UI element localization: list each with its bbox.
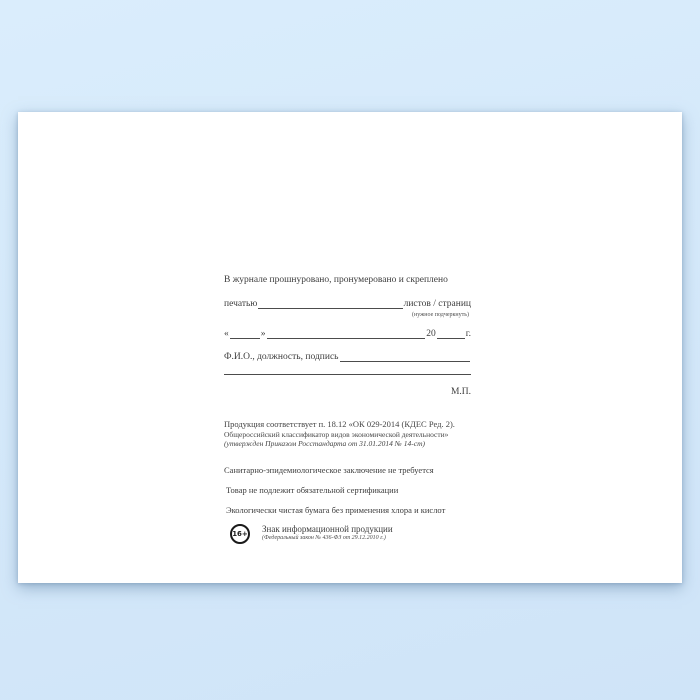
compliance-line3: (утвержден Приказом Росстандарта от 31.01.2014 № 14-ст) [224, 439, 425, 448]
document-page [18, 112, 682, 583]
sealed-statement: В журнале прошнуровано, пронумеровано и скреплено [224, 275, 448, 285]
blank-line-full [224, 373, 471, 375]
age-16-badge-icon: 16+ [230, 524, 250, 544]
blank-line [258, 299, 402, 309]
blank-line [230, 329, 260, 339]
age-mark-text [262, 524, 393, 542]
year-prefix: 20 [426, 329, 436, 339]
blank-line [437, 329, 465, 339]
text-column [224, 274, 471, 544]
eco-statement: Экологически чистая бумага без применения хлора и кислот [226, 504, 446, 515]
blank-line [340, 352, 471, 362]
signature-row [224, 351, 471, 363]
signature-label: Ф.И.О., должность, подпись [224, 352, 339, 362]
sanitary-statement: Санитарно-эпидемиологическое заключение не требуется [224, 464, 434, 475]
sealed-prefix: печатью [224, 299, 258, 309]
certification-statement: Товар не подлежит обязательной сертификации [226, 484, 399, 495]
sealed-row [224, 298, 471, 310]
compliance-line2: Общероссийский классификатор видов экономической деятельности» [224, 429, 449, 439]
sealed-suffix: листов / страниц [403, 299, 471, 309]
underline-note: (нужное подчеркнуть) [412, 312, 469, 318]
date-row [224, 328, 471, 340]
compliance-line1: Продукция соответствует п. 18.12 «ОК 029-2014 (КДЕС Ред. 2). [224, 419, 455, 429]
age-mark-block [224, 524, 471, 544]
year-suffix: г. [465, 329, 471, 339]
age-mark-law: (Федеральный закон № 436-ФЗ от 29.12.2010 г.) [262, 534, 386, 541]
compliance-note [224, 419, 471, 449]
stamp-place-label: М.П. [450, 387, 471, 397]
open-quote: « [224, 329, 229, 339]
close-quote: » [260, 329, 266, 339]
age-mark-title: Знак информационной продукции [262, 523, 393, 534]
blank-line [267, 329, 426, 339]
